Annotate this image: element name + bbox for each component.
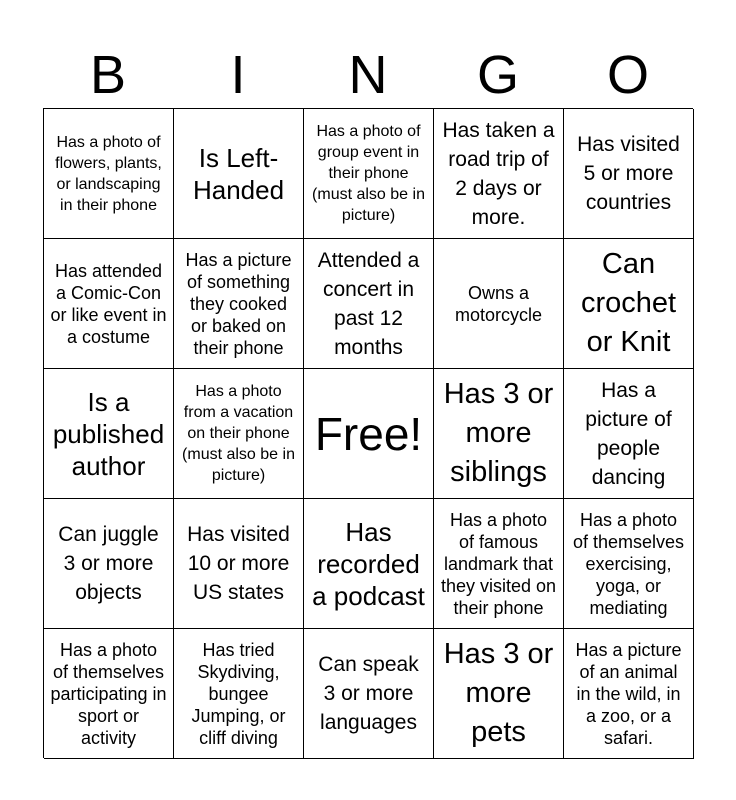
bingo-cell-text: Has recorded a podcast: [312, 516, 425, 611]
bingo-cell-text: Can speak 3 or more languages: [318, 653, 419, 734]
bingo-cell[interactable]: [174, 109, 304, 239]
bingo-cell[interactable]: [44, 499, 174, 629]
bingo-cell[interactable]: [564, 629, 694, 759]
bingo-cell[interactable]: [564, 369, 694, 499]
bingo-cell[interactable]: [434, 499, 564, 629]
bingo-cell-text: Has a photo from a vacation on their phone (must also be in picture): [182, 383, 295, 484]
bingo-cell[interactable]: [174, 629, 304, 759]
header-letter-b: B: [89, 45, 127, 105]
bingo-cell[interactable]: [434, 239, 564, 369]
bingo-cell-text: Is a published author: [52, 386, 165, 481]
bingo-cell-text: Can juggle 3 or more objects: [58, 523, 159, 604]
bingo-cell-text: Has attended a Comic-Con or like event in a costume: [50, 260, 167, 347]
bingo-cell-text: Free!: [314, 407, 423, 460]
header-letter-n: N: [348, 45, 388, 105]
bingo-cell-text: Has a photo of themselves participating in sport or activity: [50, 639, 167, 748]
bingo-cell-text: Has a photo of themselves exercising, yoga, or mediating: [572, 509, 685, 618]
header-letter-g: G: [476, 45, 519, 105]
bingo-cell[interactable]: [304, 109, 434, 239]
bingo-cell[interactable]: [174, 239, 304, 369]
bingo-cell-text: Has visited 10 or more US states: [187, 523, 290, 604]
bingo-cell[interactable]: [174, 369, 304, 499]
bingo-cell[interactable]: [304, 629, 434, 759]
bingo-cell[interactable]: [304, 499, 434, 629]
bingo-cell-text: Has a picture of people dancing: [585, 378, 672, 489]
bingo-cell[interactable]: [564, 109, 694, 239]
bingo-cell[interactable]: [44, 239, 174, 369]
bingo-cell[interactable]: [44, 629, 174, 759]
bingo-free-space[interactable]: [304, 369, 434, 499]
bingo-cell-text: Has taken a road trip of 2 days or more.: [442, 118, 555, 229]
bingo-cell-text: Has a photo of flowers, plants, or landscaping in their phone: [55, 133, 162, 214]
header-letter-o: O: [606, 45, 649, 105]
bingo-cell-text: Has 3 or more siblings: [443, 378, 554, 488]
bingo-cell[interactable]: [304, 239, 434, 369]
bingo-cell[interactable]: [44, 369, 174, 499]
bingo-cell-text: Has a photo of group event in their phone (must also be in picture): [312, 123, 425, 224]
bingo-cell[interactable]: [564, 499, 694, 629]
bingo-header: [43, 44, 693, 106]
bingo-cell-text: Has visited 5 or more countries: [577, 133, 680, 214]
bingo-cell[interactable]: [434, 109, 564, 239]
bingo-cell[interactable]: [434, 369, 564, 499]
bingo-card: [43, 108, 693, 758]
bingo-cell-text: Has a picture of something they cooked or baked on their phone: [185, 249, 292, 358]
bingo-cell[interactable]: [174, 499, 304, 629]
bingo-cell-text: Has tried Skydiving, bungee Jumping, or cliff diving: [191, 639, 286, 748]
bingo-cell-text: Has a photo of famous landmark that they visited on their phone: [440, 509, 557, 618]
bingo-cell[interactable]: [564, 239, 694, 369]
bingo-cell[interactable]: [434, 629, 564, 759]
bingo-cell-text: Is Left-Handed: [192, 142, 285, 205]
bingo-cell-text: Has a picture of an animal in the wild, in a zoo, or a safari.: [575, 639, 682, 748]
bingo-cell-text: Attended a concert in past 12 months: [317, 248, 420, 359]
bingo-cell-text: Owns a motorcycle: [454, 282, 543, 325]
bingo-cell[interactable]: [44, 109, 174, 239]
header-letter-i: I: [230, 45, 246, 105]
bingo-cell-text: Has 3 or more pets: [443, 638, 554, 748]
bingo-cell-text: Can crochet or Knit: [580, 248, 677, 358]
